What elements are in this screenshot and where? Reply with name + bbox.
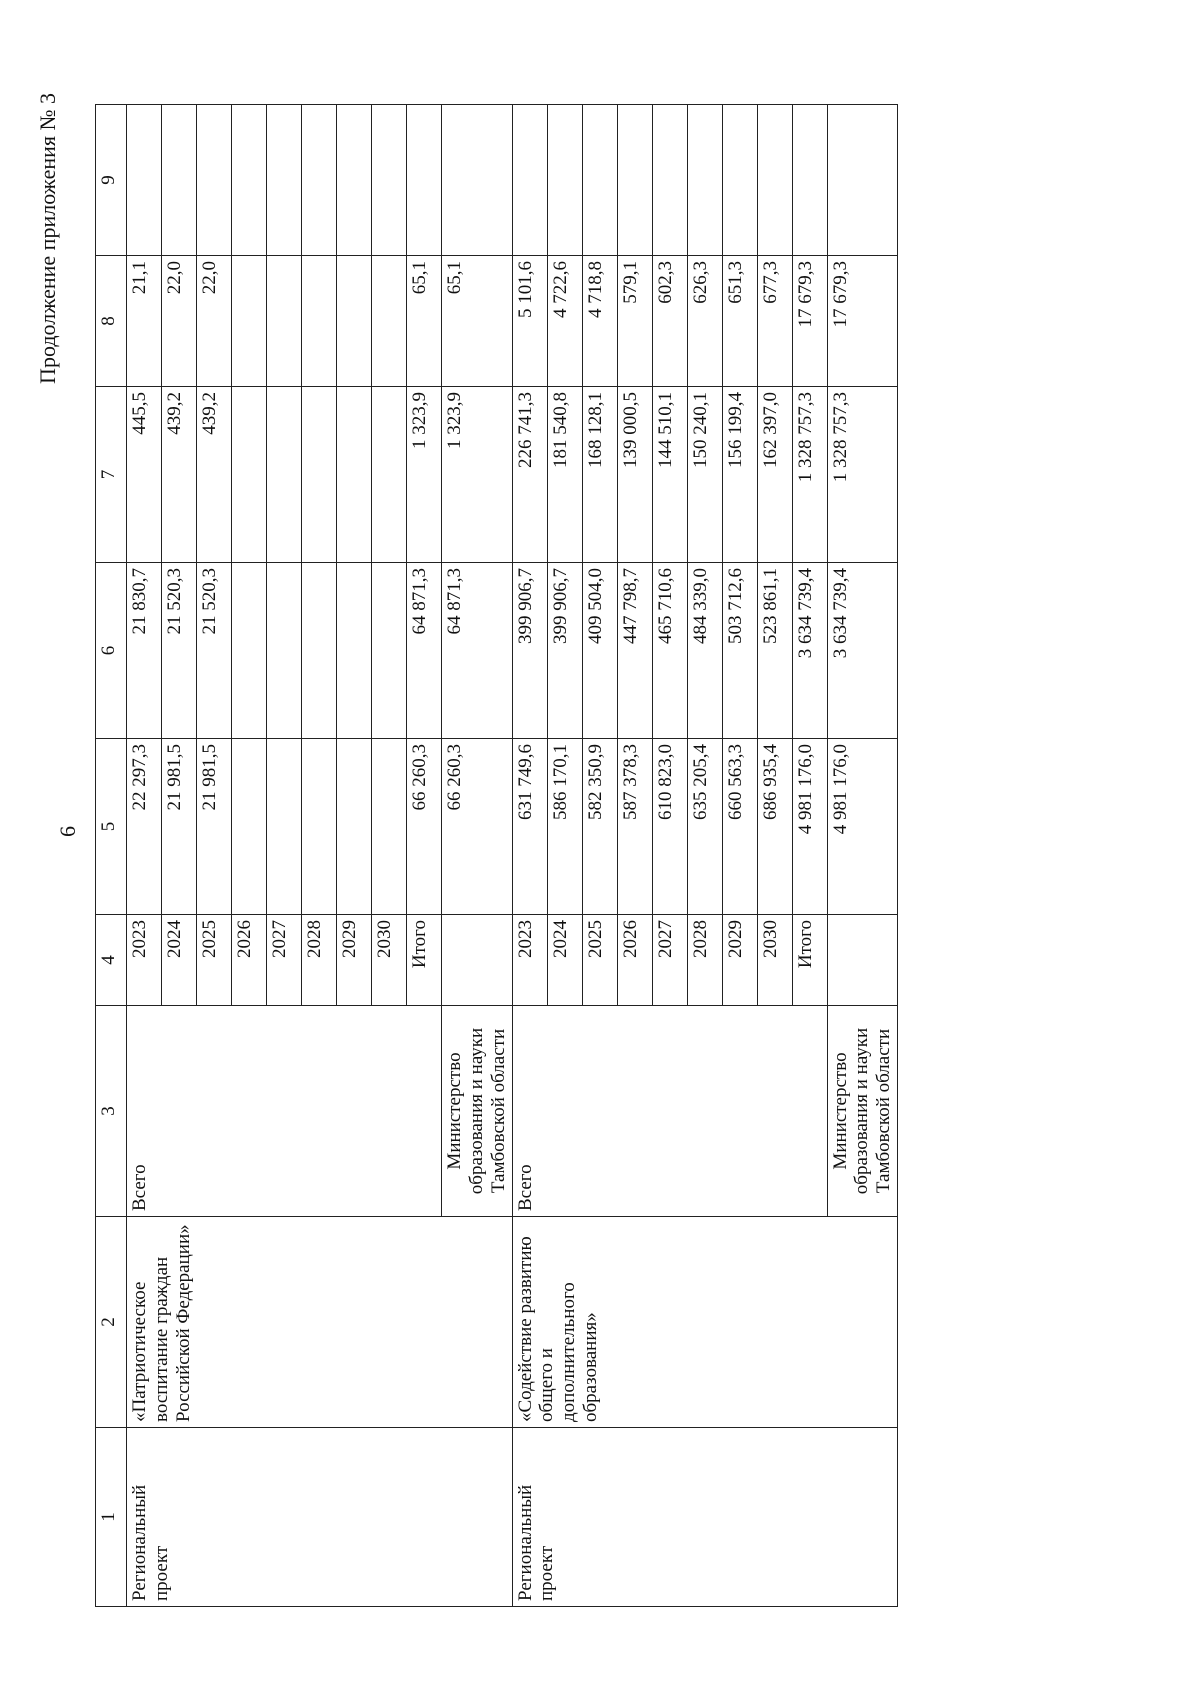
value-cell-c7: 168 128,1 [582,387,617,563]
value-cell-c5: 631 749,6 [512,739,547,915]
value-cell-c7 [337,387,372,563]
ministry-value-cell-c6: 64 871,3 [442,563,513,739]
value-cell-c5 [337,739,372,915]
year-cell: 2029 [337,915,372,1006]
value-cell-c8 [337,256,372,387]
value-cell-c7: 445,5 [127,387,162,563]
value-cell-c5: 22 297,3 [127,739,162,915]
value-cell-c8: 65,1 [407,256,442,387]
value-cell-c6: 21 520,3 [197,563,232,739]
year-cell: Итого [407,915,442,1006]
value-cell-c9 [127,105,162,256]
value-cell-c7: 1 328 757,3 [792,387,827,563]
value-cell-c7: 439,2 [162,387,197,563]
ministry-value-cell-c6: 3 634 739,4 [827,563,898,739]
header-cell-9: 9 [96,105,127,256]
value-cell-c8 [372,256,407,387]
value-cell-c8: 21,1 [127,256,162,387]
table-row [512,105,547,1607]
value-cell-c5: 686 935,4 [757,739,792,915]
value-cell-c9 [372,105,407,256]
value-cell-c5 [302,739,337,915]
ministry-value-cell-c9 [827,105,898,256]
year-cell: Итого [792,915,827,1006]
value-cell-c7: 156 199,4 [722,387,757,563]
page-number: 6 [55,826,80,837]
year-cell: 2024 [162,915,197,1006]
year-cell: 2025 [197,915,232,1006]
value-cell-c5: 660 563,3 [722,739,757,915]
value-cell-c6 [337,563,372,739]
value-cell-c5: 66 260,3 [407,739,442,915]
project-type-cell: Региональный проект [127,1428,513,1607]
value-cell-c5 [372,739,407,915]
year-cell: 2024 [547,915,582,1006]
value-cell-c6: 21 830,7 [127,563,162,739]
value-cell-c6: 484 339,0 [687,563,722,739]
value-cell-c6 [302,563,337,739]
value-cell-c6: 465 710,6 [652,563,687,739]
value-cell-c5: 587 378,3 [617,739,652,915]
header-cell-4: 4 [96,915,127,1006]
value-cell-c8 [302,256,337,387]
value-cell-c6: 409 504,0 [582,563,617,739]
value-cell-c6: 64 871,3 [407,563,442,739]
ministry-value-cell-c5: 4 981 176,0 [827,739,898,915]
value-cell-c6 [267,563,302,739]
value-cell-c9 [652,105,687,256]
value-cell-c8 [232,256,267,387]
project-type-cell: Региональный проект [512,1428,898,1607]
ministry-value-cell-c5: 66 260,3 [442,739,513,915]
budget-table [95,104,898,1607]
ministry-cell: Министерство образования и науки Тамбовской области [827,1006,898,1217]
value-cell-c9 [687,105,722,256]
value-cell-c9 [232,105,267,256]
value-cell-c7 [302,387,337,563]
value-cell-c5: 610 823,0 [652,739,687,915]
value-cell-c8: 602,3 [652,256,687,387]
year-cell: 2030 [372,915,407,1006]
header-cell-1: 1 [96,1428,127,1607]
value-cell-c7: 150 240,1 [687,387,722,563]
value-cell-c9 [197,105,232,256]
empty-year-cell [827,915,898,1006]
value-cell-c5: 4 981 176,0 [792,739,827,915]
rotated-landscape-sheet [25,73,1175,1627]
value-cell-c7: 1 323,9 [407,387,442,563]
value-cell-c5 [267,739,302,915]
value-cell-c9 [757,105,792,256]
value-cell-c9 [162,105,197,256]
value-cell-c8: 651,3 [722,256,757,387]
year-cell: 2027 [652,915,687,1006]
year-cell: 2027 [267,915,302,1006]
value-cell-c9 [512,105,547,256]
total-label-cell: Всего [512,1006,827,1217]
value-cell-c8: 626,3 [687,256,722,387]
ministry-value-cell-c8: 65,1 [442,256,513,387]
value-cell-c8: 4 722,6 [547,256,582,387]
table-body [127,105,898,1607]
year-cell: 2028 [302,915,337,1006]
year-cell: 2023 [512,915,547,1006]
value-cell-c9 [407,105,442,256]
value-cell-c8: 22,0 [162,256,197,387]
ministry-value-cell-c9 [442,105,513,256]
year-cell: 2023 [127,915,162,1006]
year-cell: 2026 [617,915,652,1006]
value-cell-c9 [792,105,827,256]
value-cell-c8: 22,0 [197,256,232,387]
value-cell-c8: 4 718,8 [582,256,617,387]
value-cell-c7 [372,387,407,563]
ministry-cell: Министерство образования и науки Тамбовской области [442,1006,513,1217]
appendix-continuation-note: Продолжение приложения № 3 [35,93,60,384]
value-cell-c6 [372,563,407,739]
value-cell-c9 [267,105,302,256]
value-cell-c7: 139 000,5 [617,387,652,563]
value-cell-c5: 21 981,5 [162,739,197,915]
year-cell: 2030 [757,915,792,1006]
value-cell-c8: 17 679,3 [792,256,827,387]
project-name-cell: «Содействие развитию общего и дополнительного образования» [512,1217,898,1428]
value-cell-c6: 523 861,1 [757,563,792,739]
value-cell-c7 [232,387,267,563]
value-cell-c9 [582,105,617,256]
value-cell-c8: 579,1 [617,256,652,387]
total-label-cell: Всего [127,1006,442,1217]
value-cell-c8: 5 101,6 [512,256,547,387]
header-row [96,105,127,1607]
value-cell-c7: 144 510,1 [652,387,687,563]
value-cell-c9 [547,105,582,256]
value-cell-c9 [617,105,652,256]
value-cell-c7 [267,387,302,563]
value-cell-c7: 181 540,8 [547,387,582,563]
value-cell-c5: 21 981,5 [197,739,232,915]
header-cell-8: 8 [96,256,127,387]
project-name-cell: «Патриотическое воспитание граждан Российской Федерации» [127,1217,513,1428]
ministry-value-cell-c7: 1 328 757,3 [827,387,898,563]
value-cell-c9 [337,105,372,256]
table-row [127,105,162,1607]
value-cell-c6: 447 798,7 [617,563,652,739]
value-cell-c7: 162 397,0 [757,387,792,563]
value-cell-c5: 635 205,4 [687,739,722,915]
value-cell-c6: 503 712,6 [722,563,757,739]
value-cell-c8 [267,256,302,387]
ministry-value-cell-c7: 1 323,9 [442,387,513,563]
empty-year-cell [442,915,513,1006]
value-cell-c6: 3 634 739,4 [792,563,827,739]
value-cell-c5: 586 170,1 [547,739,582,915]
value-cell-c6 [232,563,267,739]
value-cell-c6: 21 520,3 [162,563,197,739]
year-cell: 2029 [722,915,757,1006]
value-cell-c5: 582 350,9 [582,739,617,915]
value-cell-c7: 439,2 [197,387,232,563]
value-cell-c9 [302,105,337,256]
header-cell-5: 5 [96,739,127,915]
value-cell-c9 [722,105,757,256]
value-cell-c6: 399 906,7 [547,563,582,739]
ministry-value-cell-c8: 17 679,3 [827,256,898,387]
value-cell-c6: 399 906,7 [512,563,547,739]
value-cell-c7: 226 741,3 [512,387,547,563]
header-cell-6: 6 [96,563,127,739]
value-cell-c8: 677,3 [757,256,792,387]
year-cell: 2026 [232,915,267,1006]
value-cell-c5 [232,739,267,915]
header-cell-2: 2 [96,1217,127,1428]
year-cell: 2028 [687,915,722,1006]
header-cell-3: 3 [96,1006,127,1217]
header-cell-7: 7 [96,387,127,563]
year-cell: 2025 [582,915,617,1006]
